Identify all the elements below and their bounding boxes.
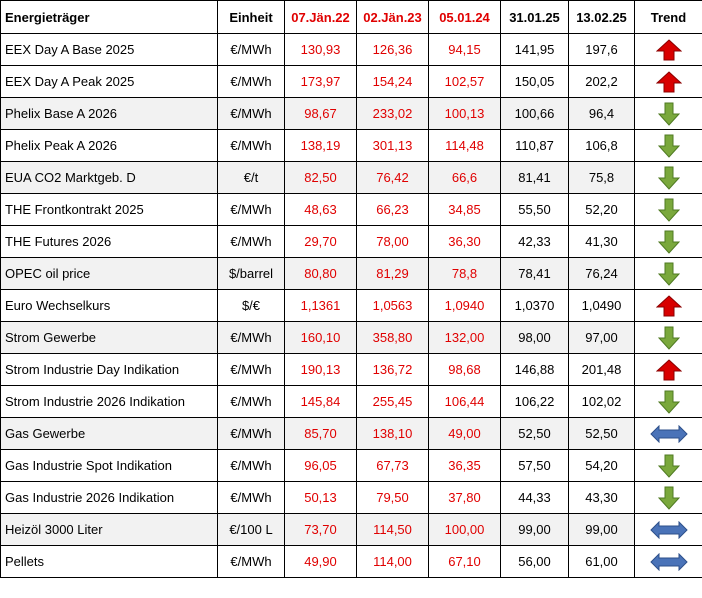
arrow-down-icon [635,486,702,510]
row-trend [635,162,702,194]
row-value-jan-2025: 57,50 [501,450,569,482]
row-name: Pellets [1,546,218,578]
row-unit: €/MWh [218,546,285,578]
arrow-up-icon [635,359,702,381]
row-value-jan-2025: 42,33 [501,226,569,258]
row-unit: €/MWh [218,322,285,354]
row-value-2023: 136,72 [357,354,429,386]
row-value-2023: 301,13 [357,130,429,162]
arrow-down-icon [635,326,702,350]
table-row [1,386,702,418]
arrow-down-icon [635,198,702,222]
row-trend [635,354,702,386]
table-row [1,194,702,226]
row-value-2022: 29,70 [285,226,357,258]
row-value-2024: 36,30 [429,226,501,258]
row-trend [635,514,702,546]
row-value-feb-2025: 102,02 [569,386,635,418]
row-value-2024: 100,13 [429,98,501,130]
arrow-down-icon [635,134,702,158]
arrow-up-icon [635,39,702,61]
row-value-2022: 85,70 [285,418,357,450]
row-trend [635,450,702,482]
header-date-1: 07.Jän.22 [285,1,357,34]
row-value-2022: 80,80 [285,258,357,290]
arrow-left-right-icon [635,553,702,571]
row-value-2024: 78,8 [429,258,501,290]
row-value-feb-2025: 76,24 [569,258,635,290]
row-name: EEX Day A Base 2025 [1,34,218,66]
row-value-jan-2025: 44,33 [501,482,569,514]
row-value-2023: 126,36 [357,34,429,66]
row-value-jan-2025: 52,50 [501,418,569,450]
arrow-down-icon [635,102,702,126]
row-name: THE Frontkontrakt 2025 [1,194,218,226]
header-date-5: 13.02.25 [569,1,635,34]
row-value-jan-2025: 99,00 [501,514,569,546]
row-value-jan-2025: 141,95 [501,34,569,66]
row-value-2022: 138,19 [285,130,357,162]
table-row [1,130,702,162]
row-unit: €/MWh [218,386,285,418]
header-row [1,1,702,34]
row-value-2023: 67,73 [357,450,429,482]
row-trend [635,386,702,418]
row-value-jan-2025: 55,50 [501,194,569,226]
row-unit: €/MWh [218,34,285,66]
row-unit: €/MWh [218,66,285,98]
row-value-2023: 114,50 [357,514,429,546]
row-value-2023: 1,0563 [357,290,429,322]
table-row [1,482,702,514]
row-value-2023: 114,00 [357,546,429,578]
row-value-jan-2025: 106,22 [501,386,569,418]
row-value-jan-2025: 150,05 [501,66,569,98]
row-value-feb-2025: 52,50 [569,418,635,450]
row-unit: €/MWh [218,482,285,514]
row-value-2023: 255,45 [357,386,429,418]
arrow-down-icon [635,390,702,414]
row-value-2024: 106,44 [429,386,501,418]
row-value-2022: 48,63 [285,194,357,226]
table-body [1,34,702,578]
row-trend [635,258,702,290]
table-row [1,546,702,578]
row-value-feb-2025: 75,8 [569,162,635,194]
row-value-2022: 1,1361 [285,290,357,322]
row-name: EUA CO2 Marktgeb. D [1,162,218,194]
row-value-2024: 94,15 [429,34,501,66]
table-row [1,514,702,546]
row-trend [635,98,702,130]
row-value-2022: 130,93 [285,34,357,66]
row-unit: €/MWh [218,194,285,226]
row-name: Gas Industrie 2026 Indikation [1,482,218,514]
row-value-feb-2025: 52,20 [569,194,635,226]
table-row [1,66,702,98]
row-value-2024: 102,57 [429,66,501,98]
row-trend [635,418,702,450]
row-value-2023: 233,02 [357,98,429,130]
row-name: Strom Gewerbe [1,322,218,354]
row-value-2024: 1,0940 [429,290,501,322]
row-value-2022: 98,67 [285,98,357,130]
row-unit: €/MWh [218,418,285,450]
table-row [1,290,702,322]
row-unit: €/100 L [218,514,285,546]
row-value-feb-2025: 96,4 [569,98,635,130]
row-unit: $/barrel [218,258,285,290]
row-value-jan-2025: 56,00 [501,546,569,578]
row-value-jan-2025: 110,87 [501,130,569,162]
row-value-2022: 73,70 [285,514,357,546]
row-trend [635,322,702,354]
row-name: Gas Industrie Spot Indikation [1,450,218,482]
table-row [1,98,702,130]
arrow-down-icon [635,230,702,254]
table-row [1,418,702,450]
row-unit: €/MWh [218,450,285,482]
row-name: EEX Day A Peak 2025 [1,66,218,98]
row-value-2024: 37,80 [429,482,501,514]
arrow-down-icon [635,454,702,478]
row-name: Phelix Base A 2026 [1,98,218,130]
row-value-2023: 78,00 [357,226,429,258]
arrow-up-icon [635,71,702,93]
row-unit: €/MWh [218,98,285,130]
row-value-2023: 66,23 [357,194,429,226]
row-value-jan-2025: 100,66 [501,98,569,130]
row-value-jan-2025: 146,88 [501,354,569,386]
row-value-feb-2025: 106,8 [569,130,635,162]
arrow-left-right-icon [635,521,702,539]
row-value-2023: 81,29 [357,258,429,290]
row-unit: €/MWh [218,226,285,258]
row-name: Heizöl 3000 Liter [1,514,218,546]
row-value-2024: 132,00 [429,322,501,354]
row-unit: €/MWh [218,354,285,386]
row-value-2022: 96,05 [285,450,357,482]
row-name: OPEC oil price [1,258,218,290]
row-value-2023: 154,24 [357,66,429,98]
row-value-feb-2025: 197,6 [569,34,635,66]
row-value-2024: 114,48 [429,130,501,162]
row-value-2024: 67,10 [429,546,501,578]
row-value-2022: 190,13 [285,354,357,386]
row-name: Phelix Peak A 2026 [1,130,218,162]
table-row [1,322,702,354]
row-name: Strom Industrie 2026 Indikation [1,386,218,418]
row-value-2023: 138,10 [357,418,429,450]
row-value-2022: 49,90 [285,546,357,578]
table-row [1,258,702,290]
row-value-2024: 36,35 [429,450,501,482]
row-value-feb-2025: 41,30 [569,226,635,258]
arrow-down-icon [635,262,702,286]
table-row [1,162,702,194]
row-value-2024: 100,00 [429,514,501,546]
header-date-3: 05.01.24 [429,1,501,34]
row-trend [635,226,702,258]
row-value-jan-2025: 1,0370 [501,290,569,322]
table-row [1,226,702,258]
row-value-2024: 49,00 [429,418,501,450]
row-value-2022: 160,10 [285,322,357,354]
row-value-feb-2025: 99,00 [569,514,635,546]
row-value-feb-2025: 1,0490 [569,290,635,322]
row-value-feb-2025: 54,20 [569,450,635,482]
arrow-left-right-icon [635,425,702,443]
header-einheit: Einheit [218,1,285,34]
row-unit: $/€ [218,290,285,322]
row-name: Gas Gewerbe [1,418,218,450]
row-unit: €/MWh [218,130,285,162]
header-date-4: 31.01.25 [501,1,569,34]
arrow-up-icon [635,295,702,317]
row-value-2022: 82,50 [285,162,357,194]
row-value-2022: 145,84 [285,386,357,418]
arrow-down-icon [635,166,702,190]
row-value-2024: 66,6 [429,162,501,194]
row-value-2023: 76,42 [357,162,429,194]
row-value-feb-2025: 43,30 [569,482,635,514]
row-value-2022: 173,97 [285,66,357,98]
header-trend: Trend [635,1,702,34]
row-value-2024: 98,68 [429,354,501,386]
row-trend [635,290,702,322]
row-trend [635,546,702,578]
row-value-feb-2025: 97,00 [569,322,635,354]
row-trend [635,34,702,66]
table-row [1,34,702,66]
row-value-feb-2025: 202,2 [569,66,635,98]
row-name: THE Futures 2026 [1,226,218,258]
row-trend [635,194,702,226]
row-value-2023: 358,80 [357,322,429,354]
row-name: Euro Wechselkurs [1,290,218,322]
row-unit: €/t [218,162,285,194]
row-value-feb-2025: 61,00 [569,546,635,578]
row-value-jan-2025: 78,41 [501,258,569,290]
row-trend [635,66,702,98]
row-value-2024: 34,85 [429,194,501,226]
row-trend [635,482,702,514]
table-row [1,450,702,482]
row-value-2023: 79,50 [357,482,429,514]
row-value-2022: 50,13 [285,482,357,514]
row-name: Strom Industrie Day Indikation [1,354,218,386]
row-value-jan-2025: 98,00 [501,322,569,354]
row-trend [635,130,702,162]
header-date-2: 02.Jän.23 [357,1,429,34]
header-energietraeger: Energieträger [1,1,218,34]
table-row [1,354,702,386]
row-value-jan-2025: 81,41 [501,162,569,194]
row-value-feb-2025: 201,48 [569,354,635,386]
